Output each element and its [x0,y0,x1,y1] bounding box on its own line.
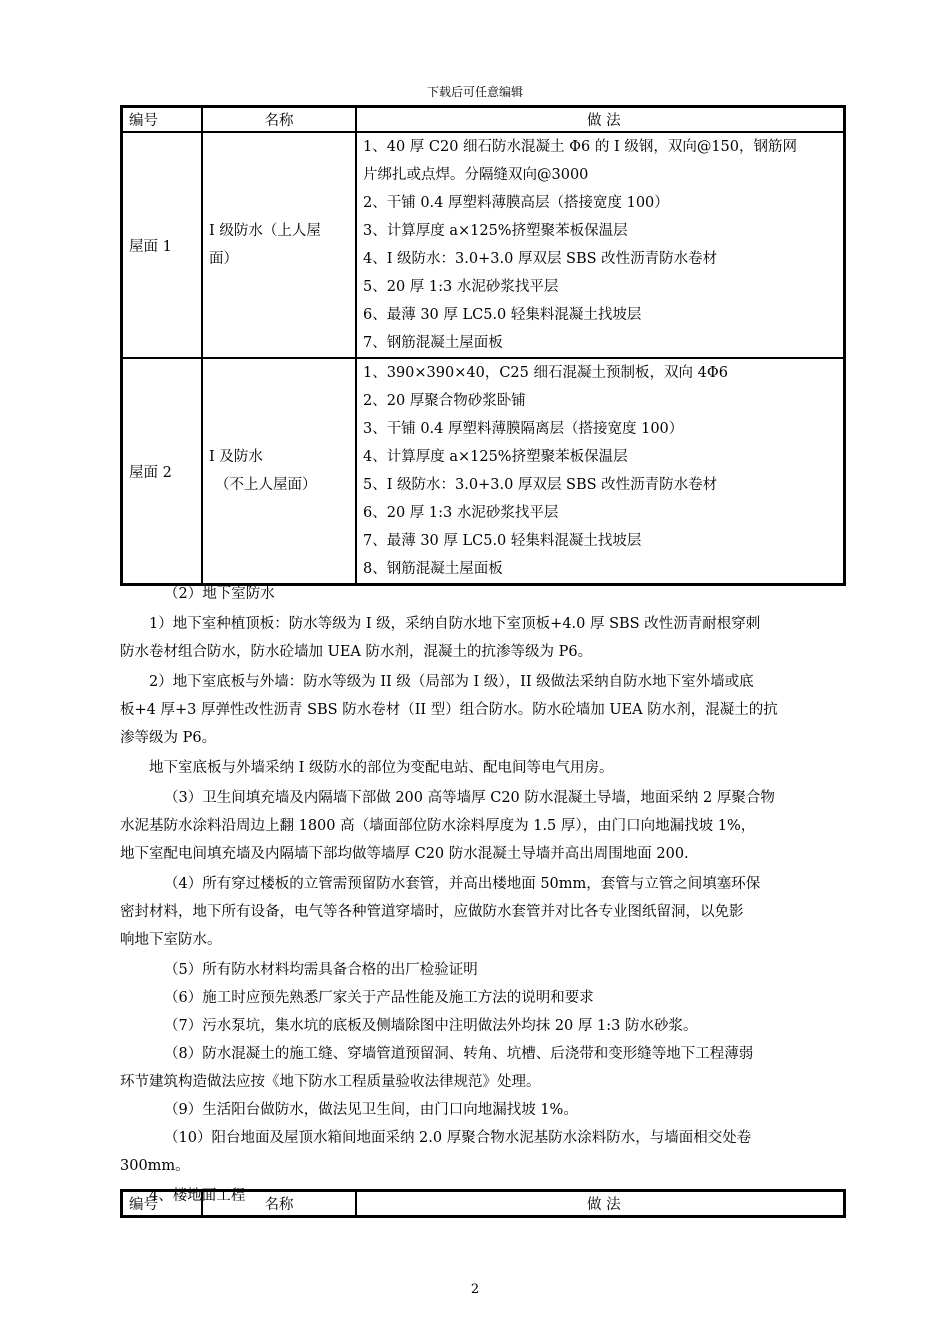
row-steps [356,132,844,358]
row-name-line: （不上人屋面） [215,477,317,493]
paragraph-line: （6）施工时应预先熟悉厂家关于产品性能及施工方法的说明和要求 [164,990,594,1006]
row-name-line: 面） [209,251,238,267]
step-line: 4、计算厚度 a×125%挤塑聚苯板保温层 [363,449,628,465]
paragraph-line: 地下室底板与外墙采纳 I 级防水的部位为变配电站、配电间等电气用房。 [149,760,614,776]
paragraph-line: （7）污水泵坑，集水坑的底板及侧墙除图中注明做法外均抹 20 厚 1:3 防水砂浆。 [164,1018,698,1034]
header-code: 编号 [122,1191,202,1216]
roof-spec-table [120,105,846,586]
step-line: 片绑扎或点焊。分隔缝双向@3000 [363,167,589,183]
table-header-row [122,1191,844,1216]
paragraph-line: 板+4 厚+3 厚弹性改性沥青 SBS 防水卷材（II 型）组合防水。防水砼墙加 UEA 防水剂，混凝土的抗 [120,702,778,718]
paragraph-line: 防水卷材组合防水，防水砼墙加 UEA 防水剂，混凝土的抗渗等级为 P6。 [120,644,593,660]
header-code: 编号 [122,107,202,132]
paragraph-line: 1）地下室种植顶板：防水等级为 I 级，采纳自防水地下室顶板+4.0 厚 SBS 改性沥青耐根穿刺 [149,616,761,632]
step-line: 7、最薄 30 厚 LC5.0 轻集料混凝土找坡层 [363,533,642,549]
step-line: 3、计算厚度 a×125%挤塑聚苯板保温层 [363,223,628,239]
paragraph-line: 响地下室防水。 [120,932,222,948]
table-row [122,358,844,584]
paragraph-line: 环节建筑构造做法应按《地下防水工程质量验收法律规范》处理。 [120,1074,541,1090]
paragraph-line: 渗等级为 P6。 [120,730,217,746]
paragraph-line: （8）防水混凝土的施工缝、穿墙管道预留洞、转角、坑槽、后浇带和变形缝等地下工程薄弱 [164,1046,754,1062]
table-row [122,132,844,358]
header-method: 做 法 [356,1191,844,1216]
subheading: （2）地下室防水 [164,586,275,602]
step-line: 1、40 厚 C20 细石防水混凝土 Φ6 的 I 级钢，双向@150，钢筋网 [363,139,797,155]
step-line: 6、最薄 30 厚 LC5.0 轻集料混凝土找坡层 [363,307,642,323]
row-steps [356,358,844,584]
table-header-row [122,107,844,132]
step-line: 7、钢筋混凝土屋面板 [363,335,503,351]
paragraph-line: 水泥基防水涂料沿周边上翻 1800 高（墙面部位防水涂料厚度为 1.5 厚），由门口向地漏找坡 1%， [120,818,756,834]
header-name: 名称 [202,1191,356,1216]
step-line: 8、钢筋混凝土屋面板 [363,561,503,577]
row-name-line: I 及防水 [209,449,263,465]
step-line: 5、20 厚 1:3 水泥砂浆找平层 [363,279,559,295]
page-number: 2 [470,1282,480,1297]
body-text [120,580,846,1210]
section-heading: 4、楼地面工程 [149,1188,246,1204]
step-line: 5、I 级防水：3.0+3.0 厚双层 SBS 改性沥青防水卷材 [363,477,718,493]
floor-spec-table [120,1189,846,1218]
paragraph-line: （4）所有穿过楼板的立管需预留防水套管，并高出楼地面 50mm，套管与立管之间填塞环保 [164,876,761,892]
paragraph-line: （9）生活阳台做防水，做法见卫生间，由门口向地漏找坡 1%。 [164,1102,578,1118]
step-line: 3、干铺 0.4 厚塑料薄膜隔离层（搭接宽度 100） [363,421,684,437]
page-header: 下载后可任意编辑 [426,85,523,99]
step-line: 2、20 厚聚合物砂浆卧铺 [363,393,526,409]
paragraph-line: 2）地下室底板与外墙：防水等级为 II 级（局部为 I 级），II 级做法采纳自防水地下室外墙或底 [149,674,754,690]
row-code: 屋面 2 [122,358,202,584]
step-line: 6、20 厚 1:3 水泥砂浆找平层 [363,505,559,521]
paragraph-line: （3）卫生间填充墙及内隔墙下部做 200 高等墙厚 C20 防水混凝土导墙，地面采纳 2 厚聚合物 [164,790,775,806]
paragraph-line: （10）阳台地面及屋顶水箱间地面采纳 2.0 厚聚合物水泥基防水涂料防水，与墙面相交处卷 [164,1130,752,1146]
header-name: 名称 [202,107,356,132]
row-code: 屋面 1 [122,132,202,358]
header-method: 做 法 [356,107,844,132]
row-name-line: I 级防水（上人屋 [209,223,321,239]
paragraph-line: 300mm。 [120,1158,190,1174]
step-line: 2、干铺 0.4 厚塑料薄膜高层（搭接宽度 100） [363,195,669,211]
step-line: 1、390×390×40，C25 细石混凝土预制板，双向 4Φ6 [363,365,728,381]
paragraph-line: （5）所有防水材料均需具备合格的出厂检验证明 [164,962,478,978]
paragraph-line: 密封材料，地下所有设备，电气等各种管道穿墙时，应做防水套管并对比各专业图纸留洞，以免影 [120,904,744,920]
step-line: 4、I 级防水：3.0+3.0 厚双层 SBS 改性沥青防水卷材 [363,251,718,267]
row-name [202,358,356,584]
row-name [202,132,356,358]
paragraph-line: 地下室配电间填充墙及内隔墙下部均做等墙厚 C20 防水混凝土导墙并高出周围地面 200. [120,846,689,862]
